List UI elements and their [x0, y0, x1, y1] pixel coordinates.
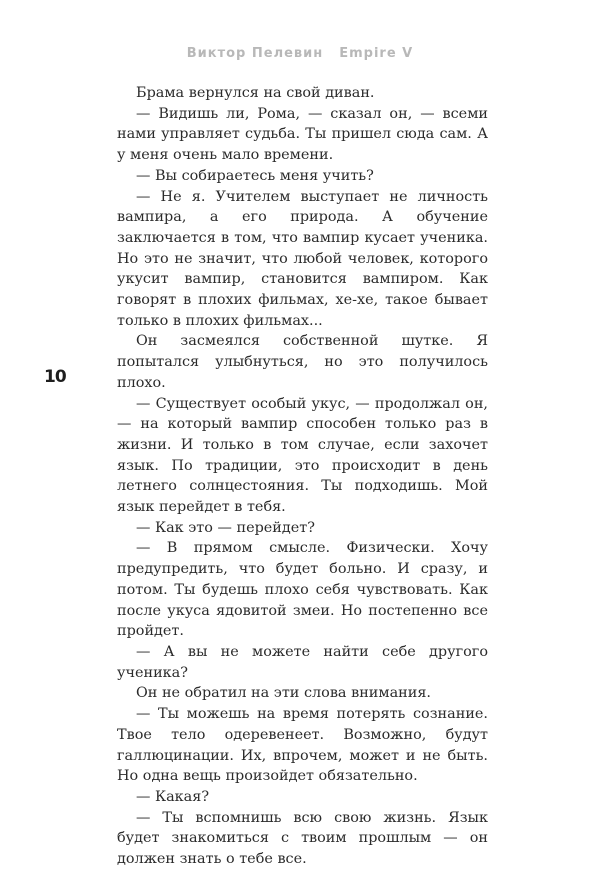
paragraph: Брама вернулся на свой диван. [136, 85, 375, 101]
running-header [0, 46, 600, 61]
paragraph: Он не обратил на эти слова внимания. [136, 685, 431, 702]
body-text [117, 83, 488, 870]
paragraph: — Существует особый укус, — продолжал он, — на который вампир способен только раз в жизни. И только в том случае, если захочет язык. По традиции, это происходит в день летнего солнцестояния. Ты подходишь. Мой язык перейдет в тебя. [117, 395, 488, 516]
page-number: 10 [44, 367, 66, 387]
paragraph: — А вы не можете найти себе другого ученика? [117, 643, 488, 681]
paragraph: — В прямом смысле. Физически. Хочу предупредить, что будет больно. И сразу, и потом. Ты будешь плохо себя чувствовать. Как после укуса ядовитой змеи. Но постепенно все пройдет. [117, 540, 488, 640]
paragraph: — Ты можешь на время потерять сознание. Твое тело одеревенеет. Возможно, будут галлюцинации. Их, впрочем, может и не быть. Но одна вещь произойдет обязательно. [117, 706, 488, 785]
paragraph: — Как это — перейдет? [136, 519, 315, 536]
paragraph: — Какая? [136, 788, 210, 805]
header-author: Виктор Пелевин [186, 46, 324, 61]
paragraph: Он засмеялся собственной шутке. Я попытался улыбнуться, но это получилось плохо. [117, 333, 488, 391]
paragraph: — Вы собираетесь меня учить? [136, 167, 374, 184]
paragraph: — Видишь ли, Рома, — сказал он, — всеми нами управляет судьба. Ты пришел сюда сам. А у меня очень мало времени. [117, 105, 488, 164]
paragraph: — Ты вспомнишь всю свою жизнь. Язык будет знакомиться с твоим прошлым — он должен знать о тебе все. [117, 809, 488, 868]
paragraph: — Не я. Учителем выступает не личность вампира, а его природа. А обучение заключается в том, что вампир кусает ученика. Но это не значит, что любой человек, которого укусит вампир, становится вампиром. Как говорят в плохих фильмах, хе-хе, такое бывает только в плохих фильмах... [117, 188, 488, 329]
header-title: Empire V [339, 46, 414, 61]
